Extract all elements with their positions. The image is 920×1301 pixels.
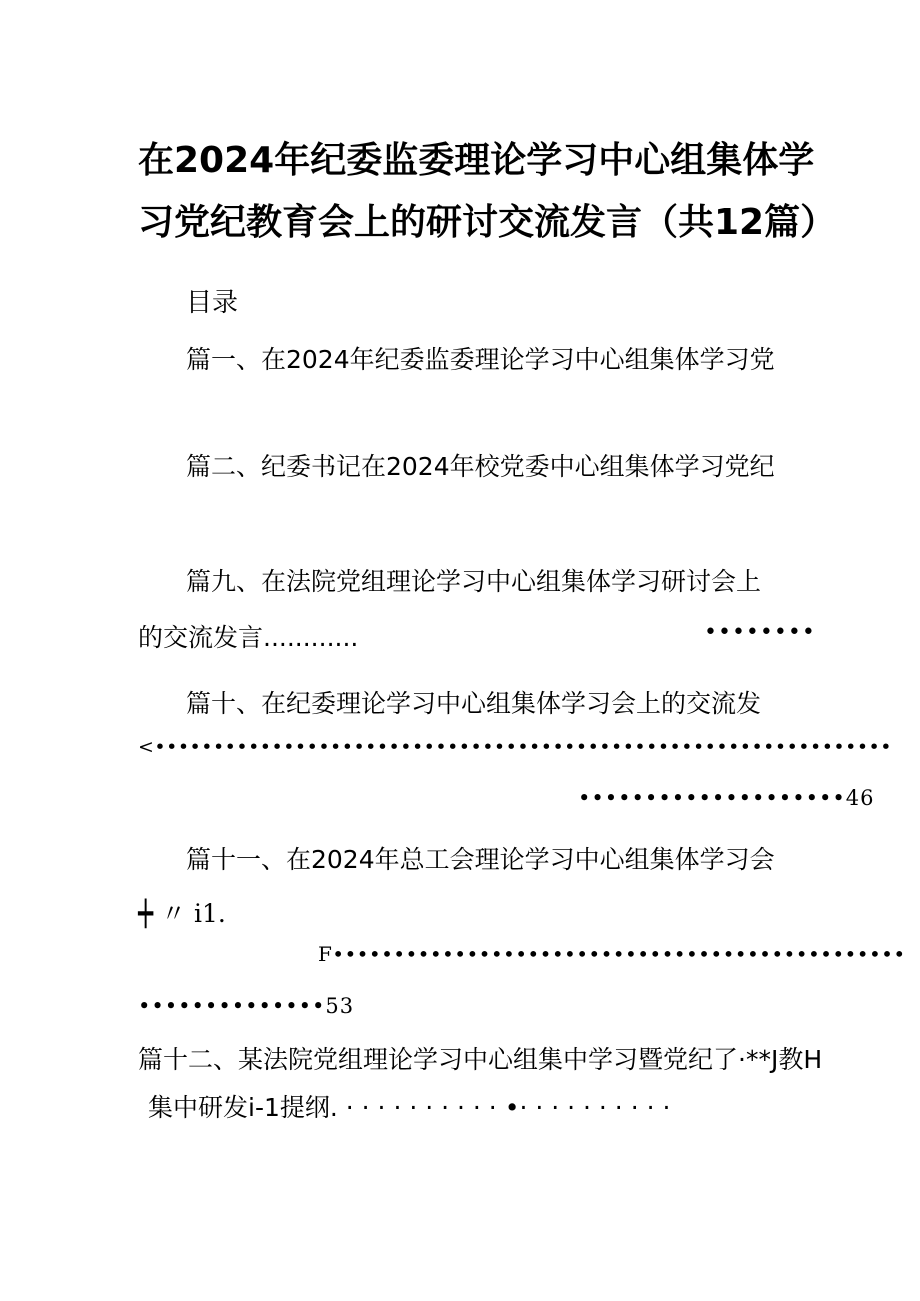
toc-entry-1[interactable]: 篇一、在2024年纪委监委理论学习中心组集体学习党 <box>186 345 775 374</box>
toc-entry-10[interactable]: 篇十、在纪委理论学习中心组集体学习会上的交流发 <box>186 689 762 718</box>
toc-heading: 目录 <box>186 288 239 318</box>
toc-entry-10-page[interactable]: ••••••••••••••••••••46 <box>578 786 875 810</box>
toc-entry-2[interactable]: 篇二、纪委书记在2024年校党委中心组集体学习党纪 <box>186 452 775 481</box>
toc-entry-12-continuation[interactable]: 集中研发i-1提纲. · · · · · · · · · · •· · · · · · · · · · <box>148 1093 671 1122</box>
toc-entry-9-continuation[interactable]: 的交流发言............ <box>138 623 359 652</box>
toc-entry-11-leader: F••••••••••••••••••••••••••••••••••••••••••••••• <box>318 942 906 966</box>
toc-entry-10-leader: <••••••••••••••••••••••••••••••••••••••••••••••••••••••••••••••• <box>138 736 892 758</box>
document-title-line-2: 习党纪教育会上的研讨交流发言（共12篇） <box>138 202 837 243</box>
toc-entry-9-leader: •••••••• <box>704 620 816 645</box>
toc-entry-12[interactable]: 篇十二、某法院党组理论学习中心组集中学习暨党纪了·**J教H <box>138 1045 823 1074</box>
document-title-line-1: 在2024年纪委监委理论学习中心组集体学 <box>138 140 815 181</box>
toc-entry-11-continuation[interactable]: ┿ 〃 i1. <box>138 899 226 928</box>
toc-entry-11-page[interactable]: ••••••••••••••53 <box>138 994 355 1018</box>
toc-entry-9[interactable]: 篇九、在法院党组理论学习中心组集体学习研讨会上 <box>186 567 762 596</box>
toc-entry-11[interactable]: 篇十一、在2024年总工会理论学习中心组集体学习会 <box>186 845 775 874</box>
